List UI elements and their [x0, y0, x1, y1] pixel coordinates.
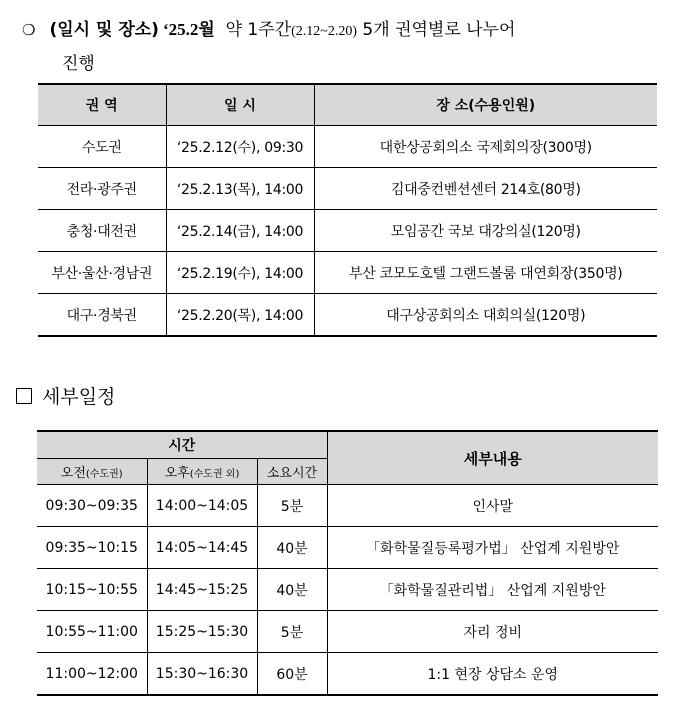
header-am-label: 오전	[60, 466, 86, 481]
venue-cell: 대구상공회의소 대회의실(120명)	[314, 294, 657, 337]
venue-cell: 모임공간 국보 대강의실(120명)	[314, 210, 657, 252]
am-time-cell: 10:15~10:55	[37, 569, 147, 611]
header-pm-note: (수도권 외)	[189, 469, 240, 480]
pm-time-cell: 14:45~15:25	[147, 569, 257, 611]
table-row	[37, 653, 658, 696]
table-row	[37, 569, 658, 611]
region-cell: 수도권	[38, 126, 166, 168]
intro-rest: 5개 권역별로 나누어	[362, 20, 516, 40]
datetime-cell: ‘25.2.19(수), 14:00	[166, 252, 314, 294]
table-row	[38, 252, 657, 294]
intro-date: ‘25.2월	[162, 20, 215, 39]
region-cell: 대구·경북권	[38, 294, 166, 337]
detail-cell: 인사말	[327, 485, 658, 527]
section-heading	[16, 382, 115, 409]
circle-bullet-icon: ❍	[22, 21, 36, 39]
header-time: 시간	[37, 431, 327, 459]
duration-cell: 40분	[257, 527, 327, 569]
pm-time-cell: 15:30~16:30	[147, 653, 257, 696]
venue-cell: 김대중컨벤션센터 214호(80명)	[314, 168, 657, 210]
schedule-header-row	[37, 431, 658, 459]
region-cell: 전라·광주권	[38, 168, 166, 210]
am-time-cell: 11:00~12:00	[37, 653, 147, 696]
datetime-cell: ‘25.2.12(수), 09:30	[166, 126, 314, 168]
duration-cell: 5분	[257, 611, 327, 653]
pm-time-cell: 14:00~14:05	[147, 485, 257, 527]
intro-line-1	[22, 14, 662, 48]
duration-cell: 60분	[257, 653, 327, 696]
table-row	[37, 485, 658, 527]
datetime-cell: ‘25.2.13(목), 14:00	[166, 168, 314, 210]
table-row	[37, 611, 658, 653]
region-cell: 충청·대전권	[38, 210, 166, 252]
header-region: 권 역	[38, 84, 166, 126]
regions-table	[38, 83, 657, 337]
datetime-cell: ‘25.2.14(금), 14:00	[166, 210, 314, 252]
section-title: 세부일정	[42, 386, 116, 408]
intro-lead: (일시 및 장소)	[49, 20, 159, 40]
detail-cell: 1:1 현장 상담소 운영	[327, 653, 658, 696]
header-detail: 세부내용	[327, 431, 658, 485]
region-cell: 부산·울산·경남권	[38, 252, 166, 294]
venue-cell: 부산 코모도호텔 그랜드볼룸 대연회장(350명)	[314, 252, 657, 294]
header-venue: 장 소(수용인원)	[314, 84, 657, 126]
header-duration: 소요시간	[257, 459, 327, 485]
intro-range: (2.12~2.20)	[291, 24, 358, 39]
duration-cell: 40분	[257, 569, 327, 611]
header-datetime: 일 시	[166, 84, 314, 126]
header-am	[37, 459, 147, 485]
table-row	[38, 168, 657, 210]
table-row	[38, 126, 657, 168]
pm-time-cell: 15:25~15:30	[147, 611, 257, 653]
intro-approx: 약 1주간	[225, 20, 292, 40]
header-pm-label: 오후	[164, 466, 190, 481]
duration-cell: 5분	[257, 485, 327, 527]
table-row	[38, 210, 657, 252]
detail-cell: 자리 정비	[327, 611, 658, 653]
am-time-cell: 10:55~11:00	[37, 611, 147, 653]
detail-cell: 「화학물질관리법」 산업계 지원방안	[327, 569, 658, 611]
regions-header-row	[38, 84, 657, 126]
datetime-cell: ‘25.2.20(목), 14:00	[166, 294, 314, 337]
intro-paragraph	[22, 14, 662, 80]
square-bullet-icon	[16, 388, 32, 404]
table-row	[37, 527, 658, 569]
table-row	[38, 294, 657, 337]
am-time-cell: 09:35~10:15	[37, 527, 147, 569]
am-time-cell: 09:30~09:35	[37, 485, 147, 527]
schedule-table	[37, 430, 658, 696]
venue-cell: 대한상공회의소 국제회의장(300명)	[314, 126, 657, 168]
header-am-note: (수도권)	[85, 469, 123, 480]
header-pm	[147, 459, 257, 485]
detail-cell: 「화학물질등록평가법」 산업계 지원방안	[327, 527, 658, 569]
intro-line-2: 진행	[62, 54, 95, 74]
pm-time-cell: 14:05~14:45	[147, 527, 257, 569]
